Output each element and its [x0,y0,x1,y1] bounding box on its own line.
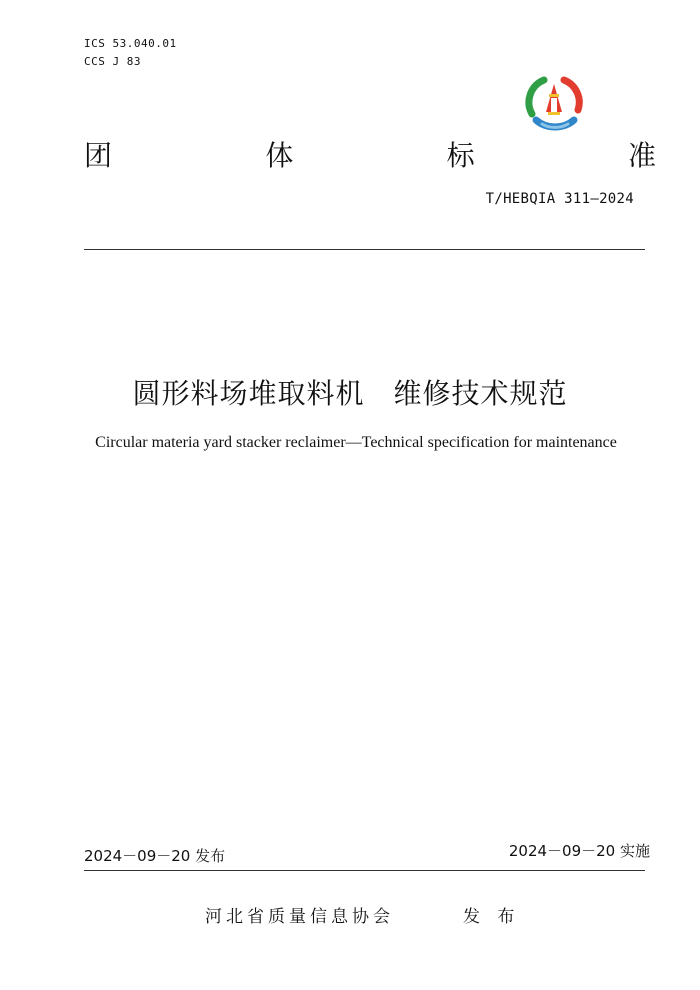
divider [84,870,645,871]
publish-date: 2024－09－20 发布 [84,847,226,865]
doc-type-char: 标 [446,139,475,172]
document-number: T/HEBQIA 311—2024 [485,191,634,207]
doc-type-char: 团 [84,139,113,172]
title-english: Circular materia yard stacker reclaimer—Technical specification for maintenance [95,434,617,451]
publisher-name: 河北省质量信息协会 [205,907,394,927]
divider [84,249,645,250]
publish-label: 发 布 [463,907,521,927]
association-emblem-icon [524,74,584,132]
doc-type-char: 体 [265,139,294,172]
doc-type-char: 准 [627,139,656,172]
document-type-heading [84,136,656,172]
ccs-code: CCS J 83 [84,55,141,68]
title-chinese: 圆形料场堆取料机 维修技术规范 [132,377,568,410]
ics-code: ICS 53.040.01 [84,37,177,50]
implement-date: 2024－09－20 实施 [508,842,650,860]
